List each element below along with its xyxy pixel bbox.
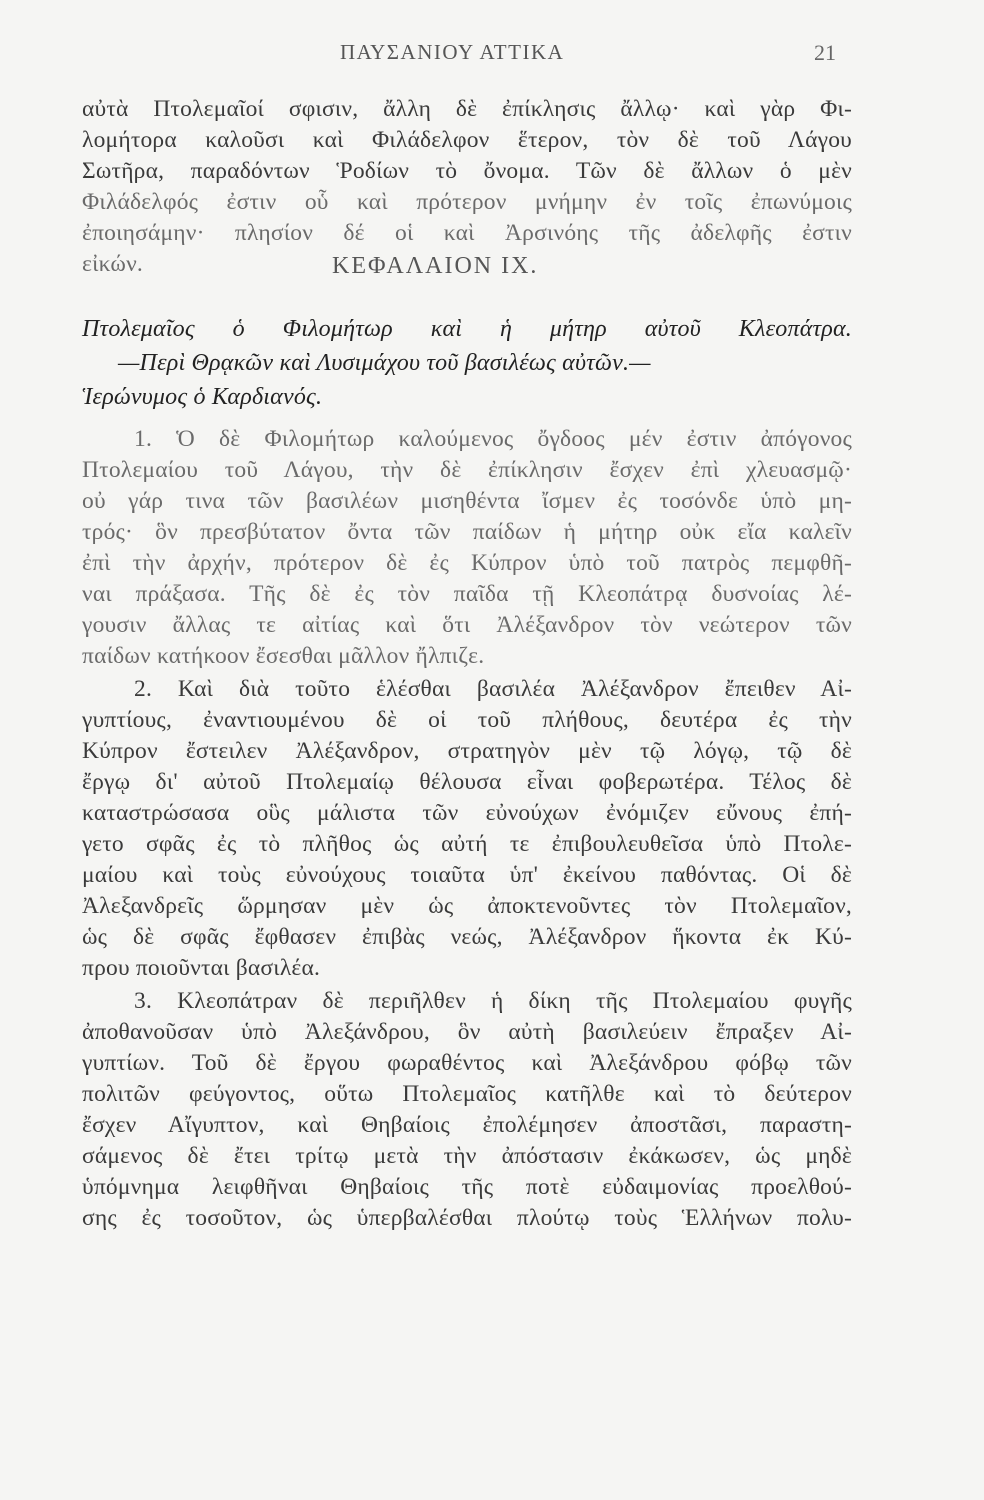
text-line: Φιλάδελφός ἐστιν οὗ καὶ πρότερον μνήμην ἐν τοῖς ἐπωνύμοις [82, 189, 852, 215]
text-line: σάμενος δὲ ἔτει τρίτῳ μετὰ τὴν ἀπόστασιν ἐκάκωσεν, ὡς μηδὲ [82, 1143, 852, 1169]
text-line: Κύπρον ἔστειλεν Ἀλέξανδρον, στρατηγὸν μὲν τῷ λόγῳ, τῷ δὲ [82, 738, 852, 764]
spacer [82, 280, 852, 298]
text-line: 2. Καὶ διὰ τοῦτο ἑλέσθαι βασιλέα Ἀλέξανδρον ἔπειθεν Αἰ- [134, 676, 852, 702]
text-line: 1. Ὁ δὲ Φιλομήτωρ καλούμενος ὄγδοος μέν ἐστιν ἀπόγονος [134, 426, 852, 452]
text-line: καταστρώσασα οὓς μάλιστα τῶν εὐνούχων ἐνόμιζεν εὔνους ἐπή- [82, 800, 852, 826]
running-head [0, 40, 984, 70]
summary-line: —Περὶ Θρᾳκῶν καὶ Λυσιμάχου τοῦ βασιλέως αὐτῶν.— [118, 350, 651, 376]
text-line: ἀποθανοῦσαν ὑπὸ Ἀλεξάνδρου, ὃν αὐτὴ βασιλεύειν ἔπραξεν Αἰ- [82, 1019, 852, 1045]
text-line: Σωτῆρα, παραδόντων Ῥοδίων τὸ ὄνομα. Τῶν δὲ ἄλλων ὁ μὲν [82, 158, 852, 184]
text-line: πολιτῶν φεύγοντος, οὕτω Πτολεμαῖος κατῆλθε καὶ τὸ δεύτερον [82, 1081, 852, 1107]
text-line: γυπτίους, ἐναντιουμένου δὲ οἱ τοῦ πλήθους, δευτέρα ἐς τὴν [82, 707, 852, 733]
chapter-heading: ΚΕΦΑΛΑΙΟΝ ΙΧ. [332, 253, 539, 279]
text-line: εἰκών. [82, 251, 143, 277]
text-line: Πτολεμαίου τοῦ Λάγου, τὴν δὲ ἐπίκλησιν ἔσχεν ἐπὶ χλευασμῷ· [82, 457, 852, 483]
running-title: ΠΑΥΣΑΝΙΟΥ ΑΤΤΙΚΑ [340, 40, 565, 64]
chapter-summary [82, 312, 852, 414]
text-line: 3. Κλεοπάτραν δὲ περιῆλθεν ἡ δίκη τῆς Πτολεμαίου φυγῆς [134, 988, 852, 1014]
text-line: αὐτὰ Πτολεμαῖοί σφισιν, ἄλλη δὲ ἐπίκλησις ἄλλῳ· καὶ γὰρ Φι- [82, 96, 852, 122]
text-line: τρός· ὃν πρεσβύτατον ὄντα τῶν παίδων ἡ μήτηρ οὐκ εἴα καλεῖν [82, 519, 852, 545]
closing-line-with-heading [82, 249, 852, 280]
text-line: ὡς δὲ σφᾶς ἔφθασεν ἐπιβὰς νεώς, Ἀλέξανδρον ἥκοντα ἐκ Κύ- [82, 924, 852, 950]
page-number: 21 [814, 40, 836, 65]
text-line: γουσιν ἄλλας τε αἰτίας καὶ ὅτι Ἀλέξανδρον τὸν νεώτερον τῶν [82, 612, 852, 638]
paragraph-2 [82, 674, 852, 984]
text-line: ἔργῳ δι' αὐτοῦ Πτολεμαίῳ θέλουσα εἶναι φοβερωτέρα. Τέλος δὲ [82, 769, 852, 795]
text-line: σης ἐς τοσοῦτον, ὡς ὑπερβαλέσθαι πλούτῳ τοὺς Ἑλλήνων πολυ- [82, 1205, 852, 1231]
text-line: γυπτίων. Τοῦ δὲ ἔργου φωραθέντος καὶ Ἀλεξάνδρου φόβῳ τῶν [82, 1050, 852, 1076]
text-line: λομήτορα καλοῦσι καὶ Φιλάδελφον ἕτερον, τὸν δὲ τοῦ Λάγου [82, 127, 852, 153]
text-line: πρου ποιοῦνται βασιλέα. [82, 955, 321, 981]
summary-line: Πτολεμαῖος ὁ Φιλομήτωρ καὶ ἡ μήτηρ αὐτοῦ Κλεοπάτρα. [82, 316, 852, 342]
paragraph-3 [82, 986, 852, 1234]
body-text [82, 94, 852, 1234]
text-line: παίδων κατήκοον ἔσεσθαι μᾶλλον ἤλπιζε. [82, 643, 485, 669]
text-line: ὑπόμνημα λειφθῆναι Θηβαίοις τῆς ποτὲ εὐδαιμονίας προελθού- [82, 1174, 852, 1200]
opening-passage [82, 94, 852, 280]
text-line: ἔσχεν Αἴγυπτον, καὶ Θηβαίοις ἐπολέμησεν ἀποστᾶσι, παραστη- [82, 1112, 852, 1138]
text-line: ἐπὶ τὴν ἀρχήν, πρότερον δὲ ἐς Κύπρον ὑπὸ τοῦ πατρὸς πεμφθῆ- [82, 550, 852, 576]
summary-line: Ἱερώνυμος ὁ Καρδιανός. [82, 384, 323, 410]
paragraph-1 [82, 424, 852, 672]
text-line: ἐποιησάμην· πλησίον δέ οἱ καὶ Ἀρσινόης τῆς ἀδελφῆς ἐστιν [82, 220, 852, 246]
text-line: μαίου καὶ τοὺς εὐνούχους τοιαῦτα ὑπ' ἐκείνου παθόντας. Οἱ δὲ [82, 862, 852, 888]
text-line: ναι πράξασα. Τῆς δὲ ἐς τὸν παῖδα τῇ Κλεοπάτρᾳ δυσνοίας λέ- [82, 581, 852, 607]
text-line: οὐ γάρ τινα τῶν βασιλέων μισηθέντα ἴσμεν ἐς τοσόνδε ὑπὸ μη- [82, 488, 852, 514]
text-line: γετο σφᾶς ἐς τὸ πλῆθος ὡς αὐτή τε ἐπιβουλευθεῖσα ὑπὸ Πτολε- [82, 831, 852, 857]
text-line: Ἀλεξανδρεῖς ὥρμησαν μὲν ὡς ἀποκτενοῦντες τὸν Πτολεμαῖον, [82, 893, 852, 919]
